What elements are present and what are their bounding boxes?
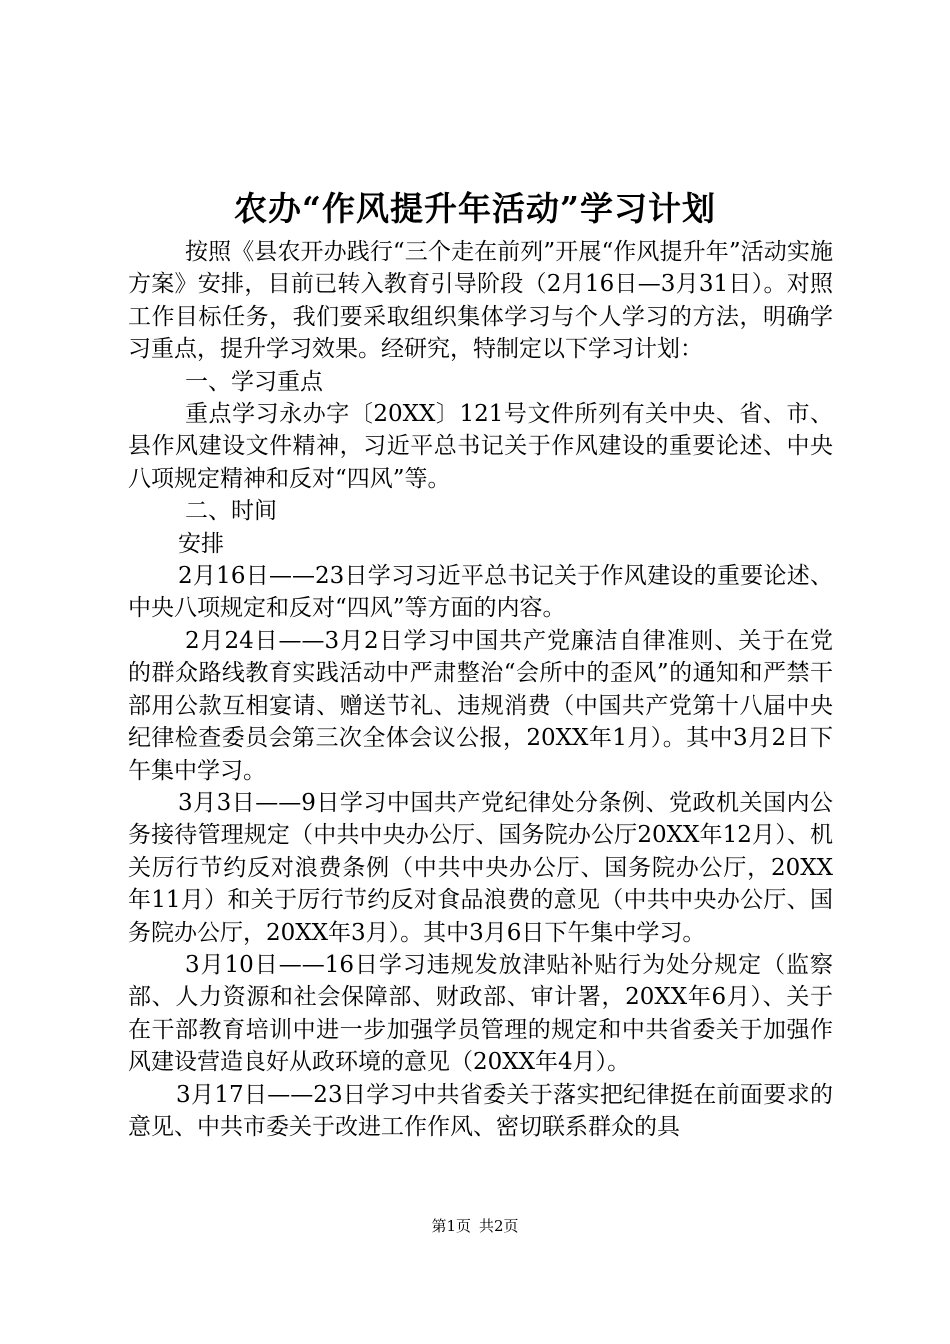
schedule-item: 3月17日——23日学习中共省委关于落实把纪律挺在前面要求的意见、中共市委关于改进工作作风、密切联系群众的具 xyxy=(128,1081,833,1140)
document-title: 农办“作风提升年活动”学习计划 xyxy=(234,189,716,228)
schedule-item: 2月24日——3月2日学习中国共产党廉洁自律准则、关于在党的群众路线教育实践活动中严肃整治“会所中的歪风”的通知和严禁干部用公款互相宴请、赠送节礼、违规消费（中国共产党第十八届中央纪律检查委员会第三次全体会议公报，20XX年1月）。其中3月2日下午集中学习。 xyxy=(128,627,833,784)
page-footer xyxy=(0,1216,950,1236)
intro-paragraph: 按照《县农开办践行“三个走在前列”开展“作风提升年”活动实施方案》安排，目前已转入教育引导阶段（2月16日—3月31日）。对照工作目标任务，我们要采取组织集体学习与个人学习的方法，明确学习重点，提升学习效果。经研究，特制定以下学习计划： xyxy=(128,239,833,363)
schedule-item: 3月3日——9日学习中国共产党纪律处分条例、党政机关国内公务接待管理规定（中共中央办公厅、国务院办公厅20XX年12月）、机关厉行节约反对浪费条例（中共中央办公厅、国务院办公厅，20XX年11月）和关于厉行节约反对食品浪费的意见（中共中央办公厅、国务院办公厅，20XX年3月）。其中3月6日下午集中学习。 xyxy=(128,789,833,946)
section-heading-arrangement: 安排 xyxy=(178,530,224,557)
section-heading-study-focus: 一、学习重点 xyxy=(185,368,323,395)
page-number: 第1页 xyxy=(431,1217,471,1235)
section-heading-time: 二、时间 xyxy=(185,498,277,525)
schedule-item: 2月16日——23日学习习近平总书记关于作风建设的重要论述、中央八项规定和反对“四风”等方面的内容。 xyxy=(128,563,833,622)
schedule-item: 3月10日——16日学习违规发放津贴补贴行为处分规定（监察部、人力资源和社会保障部、财政部、审计署，20XX年6月）、关于在干部教育培训中进一步加强学员管理的规定和中共省委关于加强作风建设营造良好从政环境的意见（20XX年4月）。 xyxy=(128,951,833,1076)
page-total: 共2页 xyxy=(479,1217,519,1235)
document-body xyxy=(128,236,833,1143)
study-focus-paragraph: 重点学习永办字〔20XX〕121号文件所列有关中央、省、市、县作风建设文件精神，习近平总书记关于作风建设的重要论述、中央八项规定精神和反对“四风”等。 xyxy=(128,401,833,492)
